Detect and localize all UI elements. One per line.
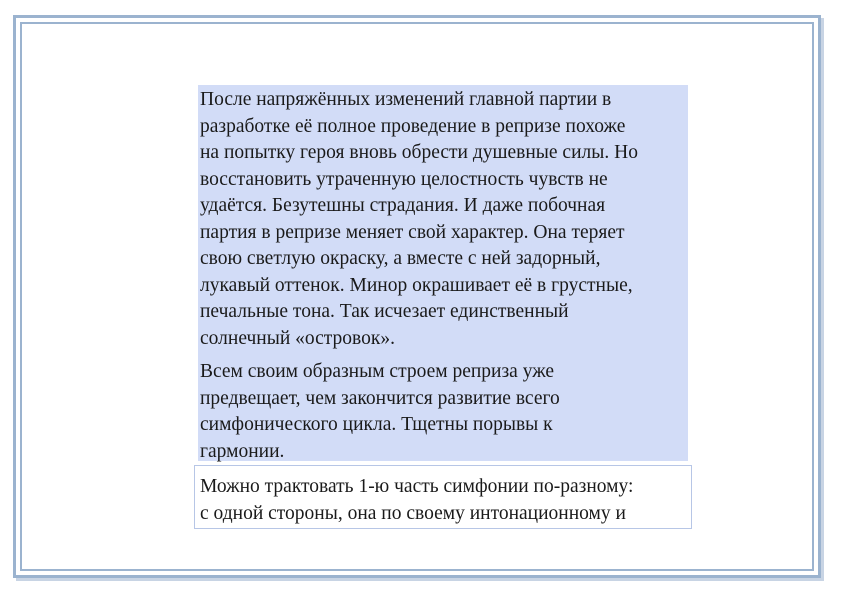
main-paragraph-2 xyxy=(200,359,686,465)
text-line: Можно трактовать 1-ю часть симфонии по-разному: xyxy=(200,476,634,497)
text-line: удаётся. Безутешны страдания. И даже побочная xyxy=(200,195,606,216)
text-line: После напряжённых изменений главной партии в xyxy=(200,89,612,110)
text-line: на попытку героя вновь обрести душевные силы. Но xyxy=(200,142,638,163)
text-line: Всем своим образным строем реприза уже xyxy=(200,361,555,382)
text-line: свою светлую окраску, а вместе с ней задорный, xyxy=(200,248,601,269)
text-line: печальные тона. Так исчезает единственный xyxy=(200,301,569,322)
text-line: солнечный «островок». xyxy=(200,327,395,349)
text-line: симфонического цикла. Тщетны порывы к xyxy=(200,414,553,435)
secondary-paragraph xyxy=(200,474,686,527)
text-line: разработке её полное проведение в репризе похоже xyxy=(200,115,626,137)
main-text-box[interactable] xyxy=(198,85,688,461)
text-line: гармонии. xyxy=(200,440,285,462)
text-line: с одной стороны, она по своему интонационному и xyxy=(200,502,626,524)
secondary-text-box[interactable] xyxy=(194,465,692,529)
main-paragraph-1 xyxy=(200,87,686,352)
text-line: партия в репризе меняет свой характер. Она теряет xyxy=(200,221,625,243)
text-line: восстановить утраченную целостность чувств не xyxy=(200,168,608,190)
text-line: лукавый оттенок. Минор окрашивает её в грустные, xyxy=(200,274,633,296)
text-line: предвещает, чем закончится развитие всего xyxy=(200,387,560,409)
